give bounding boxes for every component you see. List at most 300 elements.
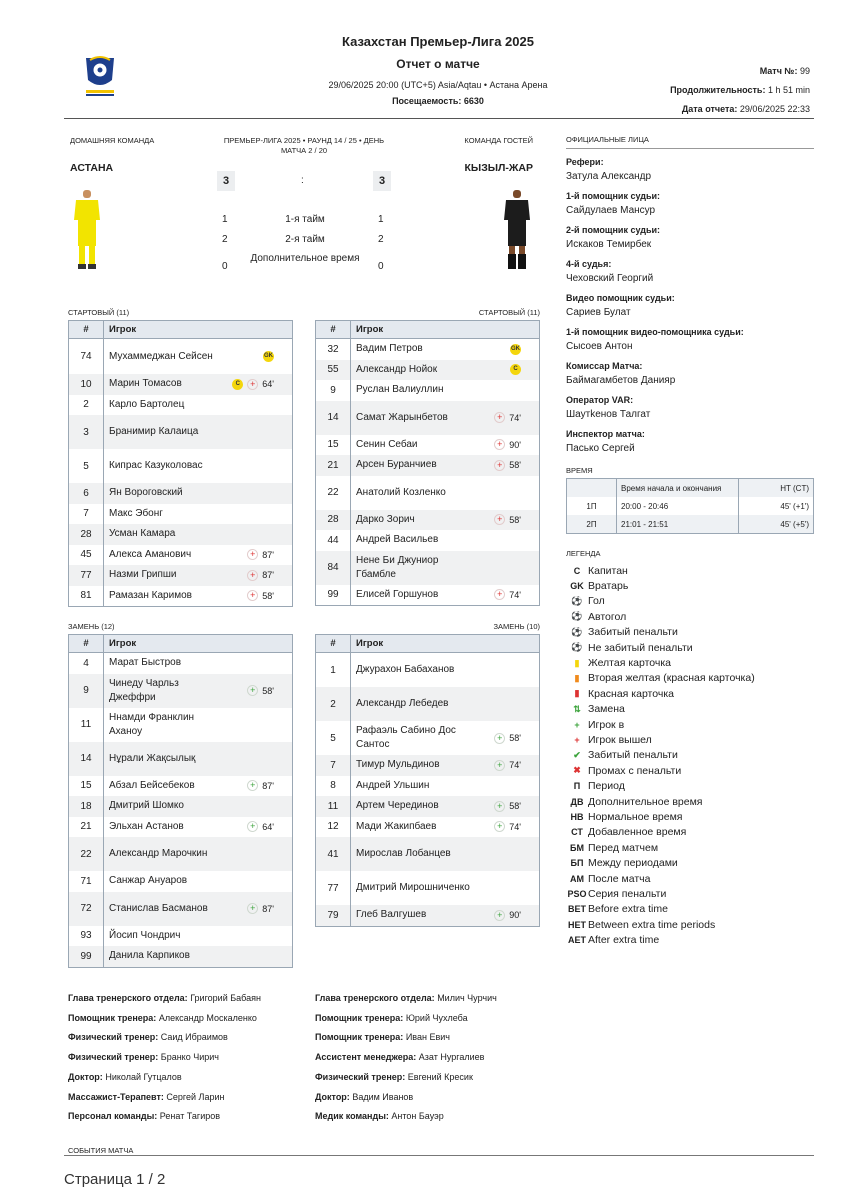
player-number: 28 xyxy=(69,524,104,545)
legend-item xyxy=(566,655,826,670)
player-number: 4 xyxy=(69,653,104,674)
goalkeeper-icon: GK xyxy=(510,344,521,355)
sub-minute: 58' xyxy=(262,685,274,696)
player-number: 45 xyxy=(69,545,104,566)
player-name: Самат Жарынбетов xyxy=(356,411,448,423)
legend-abbrev: СТ xyxy=(571,827,583,838)
table-row xyxy=(316,551,539,585)
legend-label: Игрок вышел xyxy=(588,733,652,746)
player-events xyxy=(224,524,292,545)
legend-label: Перед матчем xyxy=(588,841,659,854)
table-row xyxy=(69,339,292,374)
period-label-2: 2-я тайм xyxy=(285,234,325,245)
goal-icon: ⚽ xyxy=(571,595,583,606)
legend-abbrev: П xyxy=(573,781,581,792)
official-role: 1-й помощник судьи: xyxy=(566,191,661,201)
player-name: Глеб Валгушев xyxy=(356,909,427,921)
player-number: 93 xyxy=(69,926,104,947)
legend-item xyxy=(566,886,826,901)
player-number: 10 xyxy=(69,374,104,395)
home-team-label: ДОМАШНЯЯ КОМАНДА xyxy=(70,136,155,145)
player-events xyxy=(471,510,539,531)
legend-abbrev: НВ xyxy=(570,811,584,822)
staff-role: Физический тренер: xyxy=(68,1032,159,1043)
player-name: Эльхан Астанов xyxy=(109,820,184,832)
legend-label: Before extra time xyxy=(588,903,668,916)
legend-item xyxy=(566,778,826,793)
legend-label: Добавленное время xyxy=(588,826,687,839)
player-name: Бранимир Калаица xyxy=(109,426,199,437)
official-name: Сариев Булат xyxy=(566,307,631,318)
attendance: Посещаемость: 6630 xyxy=(392,96,484,106)
player-number: 41 xyxy=(316,837,351,871)
sub-minute: 58' xyxy=(262,590,274,601)
table-row xyxy=(69,374,292,395)
table-body xyxy=(316,653,539,926)
staff-name: Юрий Чухлеба xyxy=(405,1012,468,1023)
player-number: 7 xyxy=(69,504,104,525)
sub-minute: 58' xyxy=(509,460,521,471)
table-row xyxy=(316,585,539,606)
away-starting-label: СТАРТОВЫЙ (11) xyxy=(478,308,540,317)
player-events xyxy=(471,455,539,476)
match-events-label: СОБЫТИЯ МАТЧА xyxy=(68,1146,134,1155)
player-number: 21 xyxy=(316,455,351,476)
legend-label: Нормальное время xyxy=(588,810,683,823)
legend-label: Серия пенальти xyxy=(588,887,667,900)
penalty-scored-icon: ⚽ xyxy=(571,626,583,637)
table-row xyxy=(316,435,539,456)
time-header-row xyxy=(567,479,813,497)
staff-member xyxy=(315,1068,497,1088)
player-name: Мирослав Лобанцев xyxy=(356,848,451,859)
player-number: 11 xyxy=(316,796,351,817)
player-number: 81 xyxy=(69,586,104,607)
legend-abbrev: AET xyxy=(568,935,586,946)
sub-minute: 64' xyxy=(262,821,274,832)
staff-role: Персонал команды: xyxy=(68,1111,158,1122)
player-name: Рамазан Каримов xyxy=(109,589,192,601)
official-role: Оператор VAR: xyxy=(566,395,634,405)
col-number-header: # xyxy=(316,321,351,338)
player-number: 14 xyxy=(316,401,351,435)
player-number: 32 xyxy=(316,339,351,360)
player-in-icon: + xyxy=(247,903,258,914)
player-name: Мади Жакипбаев xyxy=(356,820,437,832)
home-subs-table xyxy=(68,634,293,968)
player-events xyxy=(224,674,292,708)
sub-minute: 74' xyxy=(509,412,521,423)
player-number: 74 xyxy=(69,339,104,374)
away-subs-table xyxy=(315,634,540,927)
report-subtitle: Отчет о матче xyxy=(396,57,480,71)
player-in-icon: + xyxy=(247,685,258,696)
report-header xyxy=(250,34,626,106)
match-meta xyxy=(670,62,810,119)
table-row xyxy=(69,653,292,674)
player-events xyxy=(224,653,292,674)
legend-label: Between extra time periods xyxy=(588,918,716,931)
sub-minute: 74' xyxy=(509,760,521,771)
player-name: Артем Черединов xyxy=(356,800,439,812)
player-number: 8 xyxy=(316,776,351,797)
player-events xyxy=(224,483,292,504)
player-name: Андрей Васильев xyxy=(356,534,439,546)
table-row xyxy=(69,796,292,817)
player-name: Йосип Чондрич xyxy=(109,929,181,941)
table-row xyxy=(69,504,292,525)
player-name: Карло Бартолец xyxy=(109,398,185,410)
legend-item xyxy=(566,855,826,870)
table-row xyxy=(316,360,539,381)
player-out-icon: + xyxy=(494,589,505,600)
legend-label: Между периодами xyxy=(588,857,678,870)
player-events xyxy=(471,776,539,797)
player-in-icon: + xyxy=(494,910,505,921)
penalty-missed-icon: ⚽ xyxy=(571,642,583,653)
staff-role: Медик команды: xyxy=(315,1111,389,1122)
time-title: ВРЕМЯ xyxy=(566,466,593,475)
player-number: 99 xyxy=(316,585,351,606)
player-number: 9 xyxy=(316,380,351,401)
home-starting-table xyxy=(68,320,293,607)
col-number-header: # xyxy=(69,635,104,652)
legend-label: Гол xyxy=(588,595,605,608)
legend-item xyxy=(566,702,826,717)
player-out-icon: + xyxy=(494,514,505,525)
sub-minute: 90' xyxy=(509,439,521,450)
table-header xyxy=(316,321,539,339)
shootout-missed-icon: ✖ xyxy=(573,765,581,776)
player-out-icon: + xyxy=(247,570,258,581)
legend-label: Промах с пенальти xyxy=(588,764,682,777)
staff-role: Помощник тренера: xyxy=(68,1012,157,1023)
away-score: 3 xyxy=(373,171,391,191)
col-player-header: Игрок xyxy=(109,637,137,649)
table-row xyxy=(316,455,539,476)
player-number: 77 xyxy=(69,565,104,586)
table-row xyxy=(69,586,292,607)
score-separator: : xyxy=(301,175,304,186)
period-away-3: 0 xyxy=(378,261,384,272)
legend-item xyxy=(566,809,826,824)
player-name: Дмитрий Шомко xyxy=(109,800,184,812)
official-name: Сысоев Антон xyxy=(566,341,633,352)
player-events xyxy=(224,395,292,416)
table-row xyxy=(69,871,292,892)
staff-member xyxy=(68,989,261,1009)
player-events xyxy=(471,339,539,360)
official-role: Комиссар Матча: xyxy=(566,361,643,371)
time-col-ht: HT (CT) xyxy=(780,483,809,493)
player-number: 71 xyxy=(69,871,104,892)
player-out-icon: + xyxy=(494,439,505,450)
legend-abbrev: ДВ xyxy=(570,796,584,807)
table-row xyxy=(316,401,539,435)
player-number: 12 xyxy=(316,817,351,838)
captain-icon: C xyxy=(510,364,521,375)
time-ht: 45' (+5') xyxy=(780,519,809,529)
time-row xyxy=(567,515,813,533)
col-player-header: Игрок xyxy=(356,323,384,335)
staff-role: Физический тренер: xyxy=(315,1071,406,1082)
player-name: Тимур Мульдинов xyxy=(356,759,440,771)
player-name: Арсен Буранчиев xyxy=(356,459,437,471)
sub-minute: 58' xyxy=(509,733,521,743)
player-out-icon: + xyxy=(574,734,580,745)
page-number: Страница 1 / 2 xyxy=(64,1171,166,1188)
table-row xyxy=(69,776,292,797)
sub-minute: 58' xyxy=(509,514,521,525)
legend-list xyxy=(566,563,826,948)
player-events xyxy=(224,946,292,967)
table-row xyxy=(69,926,292,947)
player-name: Дарко Зорич xyxy=(356,513,415,525)
table-header xyxy=(316,635,539,653)
goalkeeper-icon: GK xyxy=(263,351,274,362)
legend-item xyxy=(566,563,826,578)
staff-name: Ренат Тагиров xyxy=(159,1111,221,1122)
player-number: 22 xyxy=(69,837,104,871)
player-events xyxy=(224,837,292,871)
legend-label: Вторая желтая (красная карточка) xyxy=(588,672,755,685)
round-info: ПРЕМЬЕР-ЛИГА 2025 • РАУНД 14 / 25 • ДЕНЬ МАТЧА 2 / 20 xyxy=(223,136,385,155)
player-number: 6 xyxy=(69,483,104,504)
player-name: Андрей Ульшин xyxy=(356,779,430,791)
table-row xyxy=(69,565,292,586)
table-row xyxy=(316,380,539,401)
player-number: 1 xyxy=(316,653,351,687)
match-duration: Продолжительность: 1 h 51 min xyxy=(670,85,810,95)
player-name: Санжар Ануаров xyxy=(109,875,188,887)
sub-minute: 87' xyxy=(262,903,274,914)
staff-member xyxy=(315,1088,497,1108)
legend-abbrev: БП xyxy=(570,858,584,869)
staff-member xyxy=(68,1088,261,1108)
sub-minute: 64' xyxy=(262,379,274,390)
player-number: 79 xyxy=(316,905,351,926)
shootout-scored-icon: ✔ xyxy=(573,749,581,760)
player-number: 5 xyxy=(316,721,351,755)
captain-icon: C xyxy=(573,565,581,576)
official-role: Видео помощник судьи: xyxy=(566,293,675,303)
player-name: Сенин Себаи xyxy=(356,438,418,450)
time-period: 2П xyxy=(567,515,617,533)
staff-member xyxy=(68,1107,261,1127)
report-date: Дата отчета: 29/06/2025 22:33 xyxy=(681,104,810,114)
player-events xyxy=(224,565,292,586)
away-team-name: КЫЗЫЛ-ЖАР xyxy=(464,162,533,174)
period-home-1: 1 xyxy=(222,214,228,225)
sub-minute: 87' xyxy=(262,570,274,581)
legend-title: ЛЕГЕНДА xyxy=(566,549,601,558)
player-name: Александр Лебедев xyxy=(356,698,449,709)
staff-role: Помощник тренера: xyxy=(315,1012,404,1023)
sub-minute: 87' xyxy=(262,549,274,560)
legend-item xyxy=(566,917,826,932)
table-row xyxy=(69,946,292,967)
legend-item xyxy=(566,748,826,763)
player-number: 2 xyxy=(316,687,351,721)
player-name: Ннамди Франклин Аханоу xyxy=(109,711,195,737)
time-col-period-time: Время начала и окончания xyxy=(617,479,739,497)
player-events xyxy=(471,871,539,905)
time-range: 21:01 - 21:51 xyxy=(617,515,739,533)
legend-label: Игрок в xyxy=(588,718,625,731)
league-logo xyxy=(80,54,120,98)
staff-name: Александр Москаленко xyxy=(158,1012,257,1023)
home-subs-label: ЗАМЕНЬ (12) xyxy=(68,622,115,631)
legend-item xyxy=(566,625,826,640)
table-row xyxy=(316,653,539,687)
player-events xyxy=(471,755,539,776)
yellow-card-icon: ▮ xyxy=(574,657,580,668)
player-in-icon: + xyxy=(494,760,505,771)
staff-role: Глава тренерского отдела: xyxy=(315,993,435,1003)
player-events xyxy=(471,796,539,817)
captain-icon: C xyxy=(232,379,243,390)
player-events xyxy=(471,653,539,687)
staff-name: Азат Нургалиев xyxy=(418,1052,485,1063)
staff-name: Милич Чурчич xyxy=(437,993,497,1003)
player-name: Макс Эбонг xyxy=(109,507,163,519)
header-divider xyxy=(64,118,814,119)
player-name: Мухаммеджан Сейсен xyxy=(109,350,213,362)
player-number: 11 xyxy=(69,708,104,742)
period-home-3: 0 xyxy=(222,261,228,272)
legend-label: Период xyxy=(588,780,625,793)
sub-minute: 90' xyxy=(509,910,521,921)
home-starting-label: СТАРТОВЫЙ (11) xyxy=(68,308,130,317)
table-row xyxy=(69,742,292,776)
staff-member xyxy=(68,1009,261,1029)
col-number-header: # xyxy=(316,635,351,652)
player-number: 14 xyxy=(69,742,104,776)
period-away-2: 2 xyxy=(378,234,384,245)
player-events xyxy=(471,817,539,838)
player-events xyxy=(471,476,539,510)
player-out-icon: + xyxy=(247,590,258,601)
table-row xyxy=(69,837,292,871)
player-name: Кипрас Казуколовас xyxy=(109,460,203,471)
staff-member xyxy=(315,1028,497,1048)
table-body xyxy=(316,339,539,605)
period-away-1: 1 xyxy=(378,214,384,225)
player-out-icon: + xyxy=(494,460,505,471)
table-row xyxy=(69,483,292,504)
table-body xyxy=(69,653,292,967)
player-name: Вадим Петров xyxy=(356,343,423,355)
player-name: Станислав Басманов xyxy=(109,902,208,914)
player-events xyxy=(224,817,292,838)
player-events xyxy=(471,551,539,585)
red-card-icon: ▮ xyxy=(574,688,580,699)
table-row xyxy=(316,530,539,551)
legend-item xyxy=(566,932,826,947)
table-row xyxy=(69,817,292,838)
player-name: Александр Марочкин xyxy=(109,848,208,859)
table-row xyxy=(69,892,292,926)
player-number: 99 xyxy=(69,946,104,967)
second-yellow-icon: ▮ xyxy=(574,672,580,683)
staff-name: Иван Евич xyxy=(405,1032,450,1043)
sub-minute: 74' xyxy=(509,589,521,600)
staff-name: Антон Бауэр xyxy=(391,1111,444,1122)
away-team-label: КОМАНДА ГОСТЕЙ xyxy=(464,136,533,145)
legend-item xyxy=(566,717,826,732)
official-name: Баймагамбетов Данияр xyxy=(566,375,676,386)
table-row xyxy=(69,524,292,545)
legend-item xyxy=(566,794,826,809)
legend-item xyxy=(566,840,826,855)
table-row xyxy=(69,415,292,449)
player-events xyxy=(224,586,292,607)
legend-item xyxy=(566,640,826,655)
table-row xyxy=(69,449,292,483)
table-row xyxy=(316,837,539,871)
table-row xyxy=(316,776,539,797)
player-number: 44 xyxy=(316,530,351,551)
time-table xyxy=(566,478,814,534)
player-events xyxy=(224,742,292,776)
player-events xyxy=(471,380,539,401)
legend-item xyxy=(566,671,826,686)
legend-abbrev: PSO xyxy=(567,888,587,899)
player-number: 21 xyxy=(69,817,104,838)
player-name: Джурахон Бабаханов xyxy=(356,664,455,675)
sub-minute: 58' xyxy=(509,801,521,812)
player-number: 22 xyxy=(316,476,351,510)
legend-abbrev: АМ xyxy=(570,873,584,884)
player-events xyxy=(224,449,292,483)
legend-label: После матча xyxy=(588,872,651,885)
legend-label: Красная карточка xyxy=(588,687,674,700)
legend-item xyxy=(566,609,826,624)
col-number-header: # xyxy=(69,321,104,338)
table-row xyxy=(316,755,539,776)
player-events xyxy=(224,776,292,797)
player-name: Абзал Бейсебеков xyxy=(109,779,195,791)
player-events xyxy=(471,530,539,551)
official-name: Пасько Сергей xyxy=(566,443,635,454)
legend-label: Автогол xyxy=(588,610,627,623)
legend-item xyxy=(566,578,826,593)
table-row xyxy=(316,817,539,838)
table-body xyxy=(69,339,292,606)
legend-item xyxy=(566,594,826,609)
legend-item xyxy=(566,686,826,701)
player-name: Елисей Горшунов xyxy=(356,588,439,600)
legend-item xyxy=(566,732,826,747)
player-number: 7 xyxy=(316,755,351,776)
table-row xyxy=(69,708,292,742)
table-row xyxy=(69,545,292,566)
table-row xyxy=(316,796,539,817)
player-events xyxy=(471,837,539,871)
table-row xyxy=(316,687,539,721)
player-out-icon: + xyxy=(247,379,258,390)
legend-item xyxy=(566,871,826,886)
player-name: Алекса Аманович xyxy=(109,548,192,560)
player-events xyxy=(471,721,539,755)
sub-minute: 87' xyxy=(262,780,274,791)
staff-role: Массажист-Терапевт: xyxy=(68,1091,164,1102)
home-score: 3 xyxy=(217,171,235,191)
staff-role: Доктор: xyxy=(68,1071,103,1082)
official-role: Рефери: xyxy=(566,157,604,167)
player-number: 5 xyxy=(69,449,104,483)
time-period: 1П xyxy=(567,497,617,515)
